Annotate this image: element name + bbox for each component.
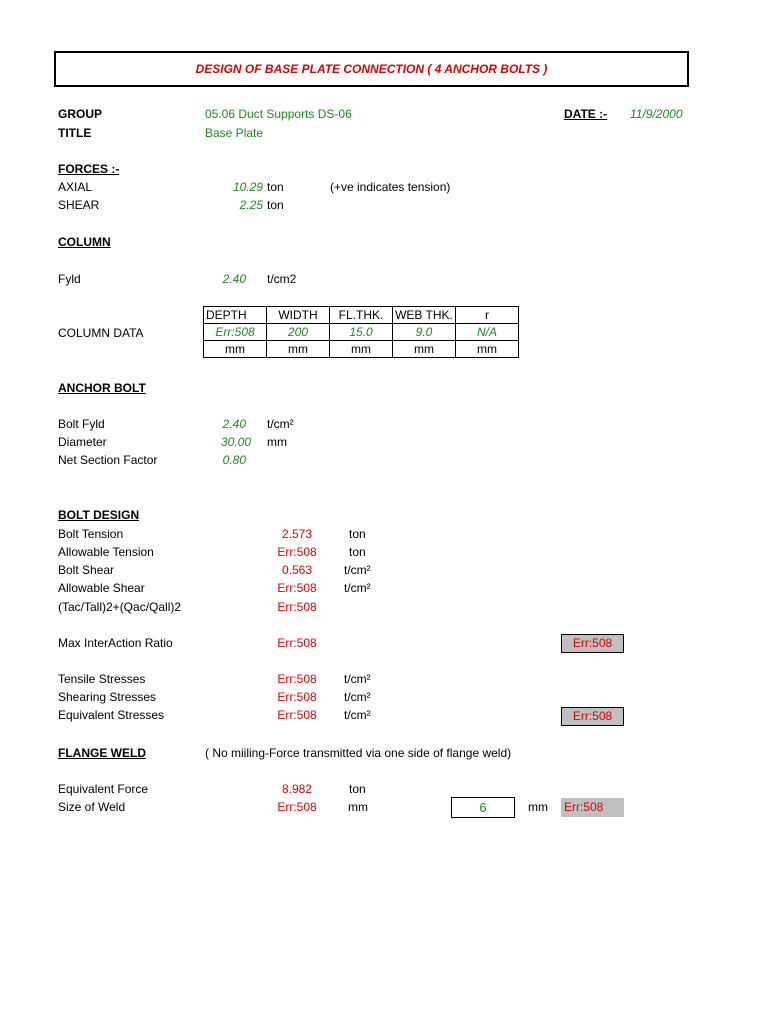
shearing-stresses-label: Shearing Stresses	[58, 690, 157, 704]
equivalent-force-unit: ton	[349, 782, 366, 796]
column-fyld-value[interactable]: 2.40	[222, 272, 246, 286]
bolt-design-heading: BOLT DESIGN	[58, 508, 140, 522]
weld-size-input[interactable]: 6	[451, 797, 515, 818]
allowable-shear-unit: t/cm²	[344, 581, 371, 595]
bolt-shear-label: Bolt Shear	[58, 563, 115, 577]
tensile-stresses-unit: t/cm²	[344, 672, 371, 686]
axial-note: (+ve indicates tension)	[330, 180, 451, 194]
shear-value[interactable]: 2.25	[239, 198, 263, 212]
col-unit-webthk: mm	[393, 341, 456, 358]
bolt-shear-unit: t/cm²	[344, 563, 371, 577]
shearing-stresses-value: Err:508	[277, 690, 317, 704]
col-header-depth: DEPTH	[204, 307, 267, 324]
equivalent-force-label: Equivalent Force	[58, 782, 149, 796]
page-title-box	[54, 51, 689, 87]
interaction-formula-value: Err:508	[277, 600, 317, 614]
column-unit-row	[204, 341, 519, 358]
bolt-tension-unit: ton	[349, 527, 366, 541]
forces-heading: FORCES :-	[58, 162, 120, 176]
equivalent-stresses-result-box: Err:508	[561, 707, 624, 726]
col-value-r[interactable]: N/A	[456, 324, 519, 341]
tensile-stresses-value: Err:508	[277, 672, 317, 686]
equivalent-force-value: 8.982	[281, 782, 313, 796]
diameter-unit: mm	[267, 435, 287, 449]
weld-size-label: Size of Weld	[58, 800, 126, 814]
weld-size-unit: mm	[348, 800, 368, 814]
col-value-webthk[interactable]: 9.0	[393, 324, 456, 341]
col-header-flthk: FL.THK.	[330, 307, 393, 324]
weld-size-value: Err:508	[277, 800, 317, 814]
date-value[interactable]: 11/9/2000	[630, 107, 683, 121]
allowable-tension-unit: ton	[349, 545, 366, 559]
allowable-tension-value: Err:508	[277, 545, 317, 559]
equivalent-stresses-unit: t/cm²	[344, 708, 371, 722]
title-label: TITLE	[58, 126, 92, 140]
column-header-row	[204, 307, 519, 324]
page-title: DESIGN OF BASE PLATE CONNECTION ( 4 ANCHOR BOLTS )	[195, 62, 548, 76]
col-unit-flthk: mm	[330, 341, 393, 358]
group-value[interactable]: 05.06 Duct Supports DS-06	[205, 107, 352, 121]
col-header-webthk: WEB THK.	[393, 307, 456, 324]
tensile-stresses-label: Tensile Stresses	[58, 672, 146, 686]
weld-result-box: Err:508	[561, 798, 624, 817]
bolt-fyld-value[interactable]: 2.40	[222, 417, 246, 431]
shear-label: SHEAR	[58, 198, 100, 212]
anchor-heading: ANCHOR BOLT	[58, 381, 146, 395]
diameter-label: Diameter	[58, 435, 107, 449]
flange-weld-note: ( No miiling-Force transmitted via one side of flange weld)	[205, 746, 512, 760]
axial-label: AXIAL	[58, 180, 93, 194]
col-value-flthk[interactable]: 15.0	[330, 324, 393, 341]
equivalent-stresses-value: Err:508	[277, 708, 317, 722]
axial-unit: ton	[267, 180, 284, 194]
col-header-r: r	[456, 307, 519, 324]
net-section-value[interactable]: 0.80	[222, 453, 246, 467]
interaction-formula-label: (Tac/Tall)2+(Qac/Qall)2	[58, 600, 182, 614]
bolt-tension-label: Bolt Tension	[58, 527, 124, 541]
bolt-shear-value: 0.563	[281, 563, 313, 577]
axial-value[interactable]: 10.29	[232, 180, 263, 194]
col-value-depth[interactable]: Err:508	[204, 324, 267, 341]
column-data-label: COLUMN DATA	[58, 326, 144, 340]
title-value[interactable]: Base Plate	[205, 126, 264, 140]
column-heading: COLUMN	[58, 235, 111, 249]
allowable-shear-label: Allowable Shear	[58, 581, 145, 595]
allowable-tension-label: Allowable Tension	[58, 545, 154, 559]
bolt-fyld-unit: t/cm²	[267, 417, 294, 431]
col-unit-width: mm	[267, 341, 330, 358]
group-label: GROUP	[58, 107, 103, 121]
max-interaction-result-box: Err:508	[561, 634, 624, 653]
bolt-tension-value: 2.573	[281, 527, 313, 541]
weld-input-unit: mm	[528, 800, 548, 814]
shear-unit: ton	[267, 198, 284, 212]
col-header-width: WIDTH	[267, 307, 330, 324]
max-interaction-value: Err:508	[277, 636, 317, 650]
max-interaction-label: Max InterAction Ratio	[58, 636, 173, 650]
diameter-value[interactable]: 30.00	[220, 435, 251, 449]
col-value-width[interactable]: 200	[267, 324, 330, 341]
col-unit-depth: mm	[204, 341, 267, 358]
column-fyld-label: Fyld	[58, 272, 81, 286]
column-data-table	[203, 306, 519, 358]
allowable-shear-value: Err:508	[277, 581, 317, 595]
net-section-label: Net Section Factor	[58, 453, 158, 467]
column-fyld-unit: t/cm2	[267, 272, 297, 286]
equivalent-stresses-label: Equivalent Stresses	[58, 708, 165, 722]
shearing-stresses-unit: t/cm²	[344, 690, 371, 704]
flange-weld-heading: FLANGE WELD	[58, 746, 146, 760]
column-value-row	[204, 324, 519, 341]
bolt-fyld-label: Bolt Fyld	[58, 417, 105, 431]
date-label: DATE :-	[564, 107, 608, 121]
col-unit-r: mm	[456, 341, 519, 358]
